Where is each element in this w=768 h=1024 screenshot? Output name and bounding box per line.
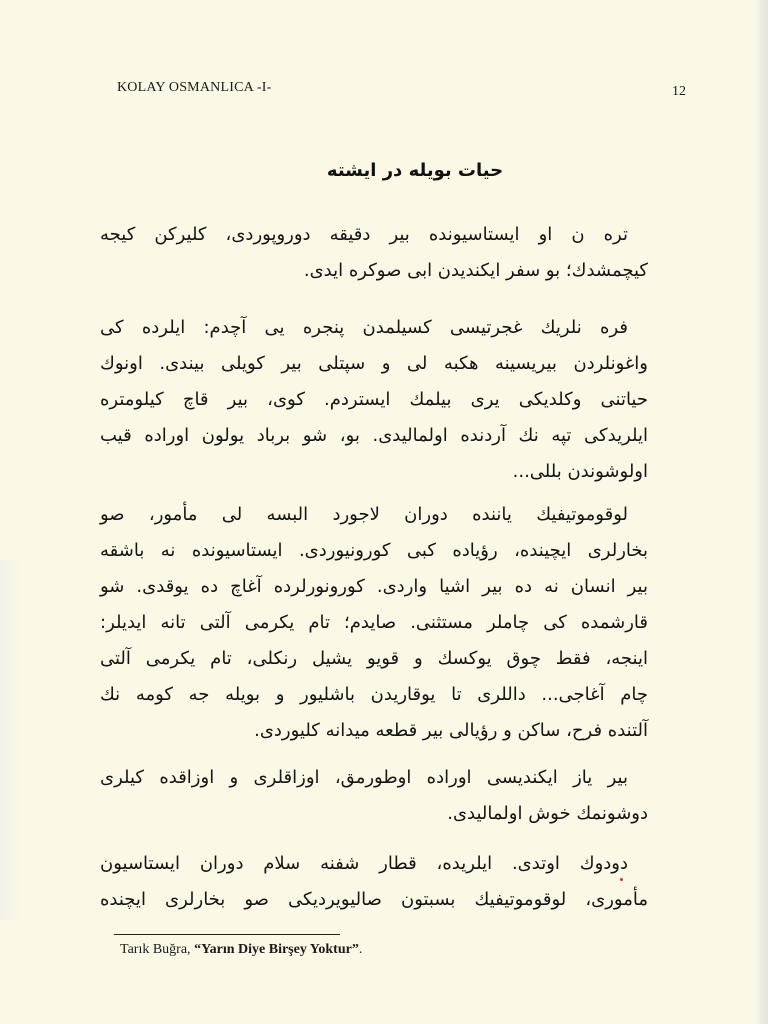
text-line: دودوك اوتدی. ایلریده، قطار شفنه سلام دوران ایستاسیون <box>100 853 628 874</box>
torn-page-edge <box>0 560 20 920</box>
paragraph-5 <box>100 846 648 918</box>
text-line: لوقوموتیفیك یاننده دوران لاجورد البسه لی مأمور، صو <box>100 504 628 525</box>
text-line: حیاتنی وکلدیکی یری بیلمك ایستردم. کوی، بیر قاچ کیلومتره <box>100 389 648 410</box>
text-line: کیچمشدك؛ بو سفر ایکندیدن ابی صوکره ایدی. <box>303 260 648 281</box>
text-line: دوشونمك خوش اولمالیدی. <box>447 803 648 824</box>
paragraph-3 <box>100 497 648 749</box>
text-line: ایلریدکی تپه نك آردنده اولمالیدی. بو، شو برباد یولون اوراده قیب <box>100 425 648 446</box>
text-line: اینجه، فقط چوق یوکسك و قویو یشیل رنکلی، تام یکرمی آلتی <box>100 648 648 669</box>
page-edge-shadow <box>754 0 768 1024</box>
paragraph-4 <box>100 760 648 832</box>
text-line: مأموری، لوقوموتیفیك بسبتون صالیویردیکی صو بخارلری ایچنده <box>100 889 648 910</box>
chapter-title: حیات بویله در ایشته <box>326 160 504 181</box>
text-line: تره ن او ایستاسیونده بیر دقیقه دوروپوردی، کلیرکن کیجه <box>100 224 628 245</box>
ink-speck <box>620 878 623 881</box>
page-number: 12 <box>672 84 686 99</box>
footnote-divider <box>114 934 340 935</box>
text-line: بیر یاز ایکندیسی اوراده اوطورمق، اوزاقلری و اوزاقده کیلری <box>100 767 628 788</box>
text-line: بیر انسان نه ده بیر اشیا واردی. کورونورلرده آغاچ ده یوقدی. شو <box>100 576 648 597</box>
running-header: KOLAY OSMANLICA -I- <box>117 80 272 95</box>
footnote-author: Tarık Buğra, <box>120 942 195 957</box>
paragraph-2 <box>100 310 648 490</box>
paragraph-1 <box>100 217 648 289</box>
text-line: واغونلردن بیریسینه هکبه لی و سپتلی بیر کویلی بیندی. اونوك <box>100 353 648 374</box>
footnote-period: . <box>358 942 363 957</box>
text-line: آلتنده فرح، ساکن و رؤیالی بیر قطعه میدانه کلیوردی. <box>254 720 648 741</box>
text-line: چام آغاجی... داللری تا یوقاریدن باشلیور و بویله جه کومه نك <box>100 684 648 705</box>
footnote <box>120 942 362 958</box>
text-line: اولوشوندن بللی... <box>512 461 648 482</box>
text-line: فره نلریك غجرتیسی کسیلمدن پنجره یی آچدم: ایلرده کی <box>100 317 628 338</box>
footnote-work-title: “Yarın Diye Birşey Yoktur” <box>194 942 359 957</box>
text-line: بخارلری ایچینده، رؤیاده کبی کورونیوردی. ایستاسیونده نه باشقه <box>100 540 648 561</box>
text-line: قارشمده کی چاملر مستثنی. صایدم؛ تام یکرمی آلتی تانه ایدیلر: <box>100 612 648 633</box>
